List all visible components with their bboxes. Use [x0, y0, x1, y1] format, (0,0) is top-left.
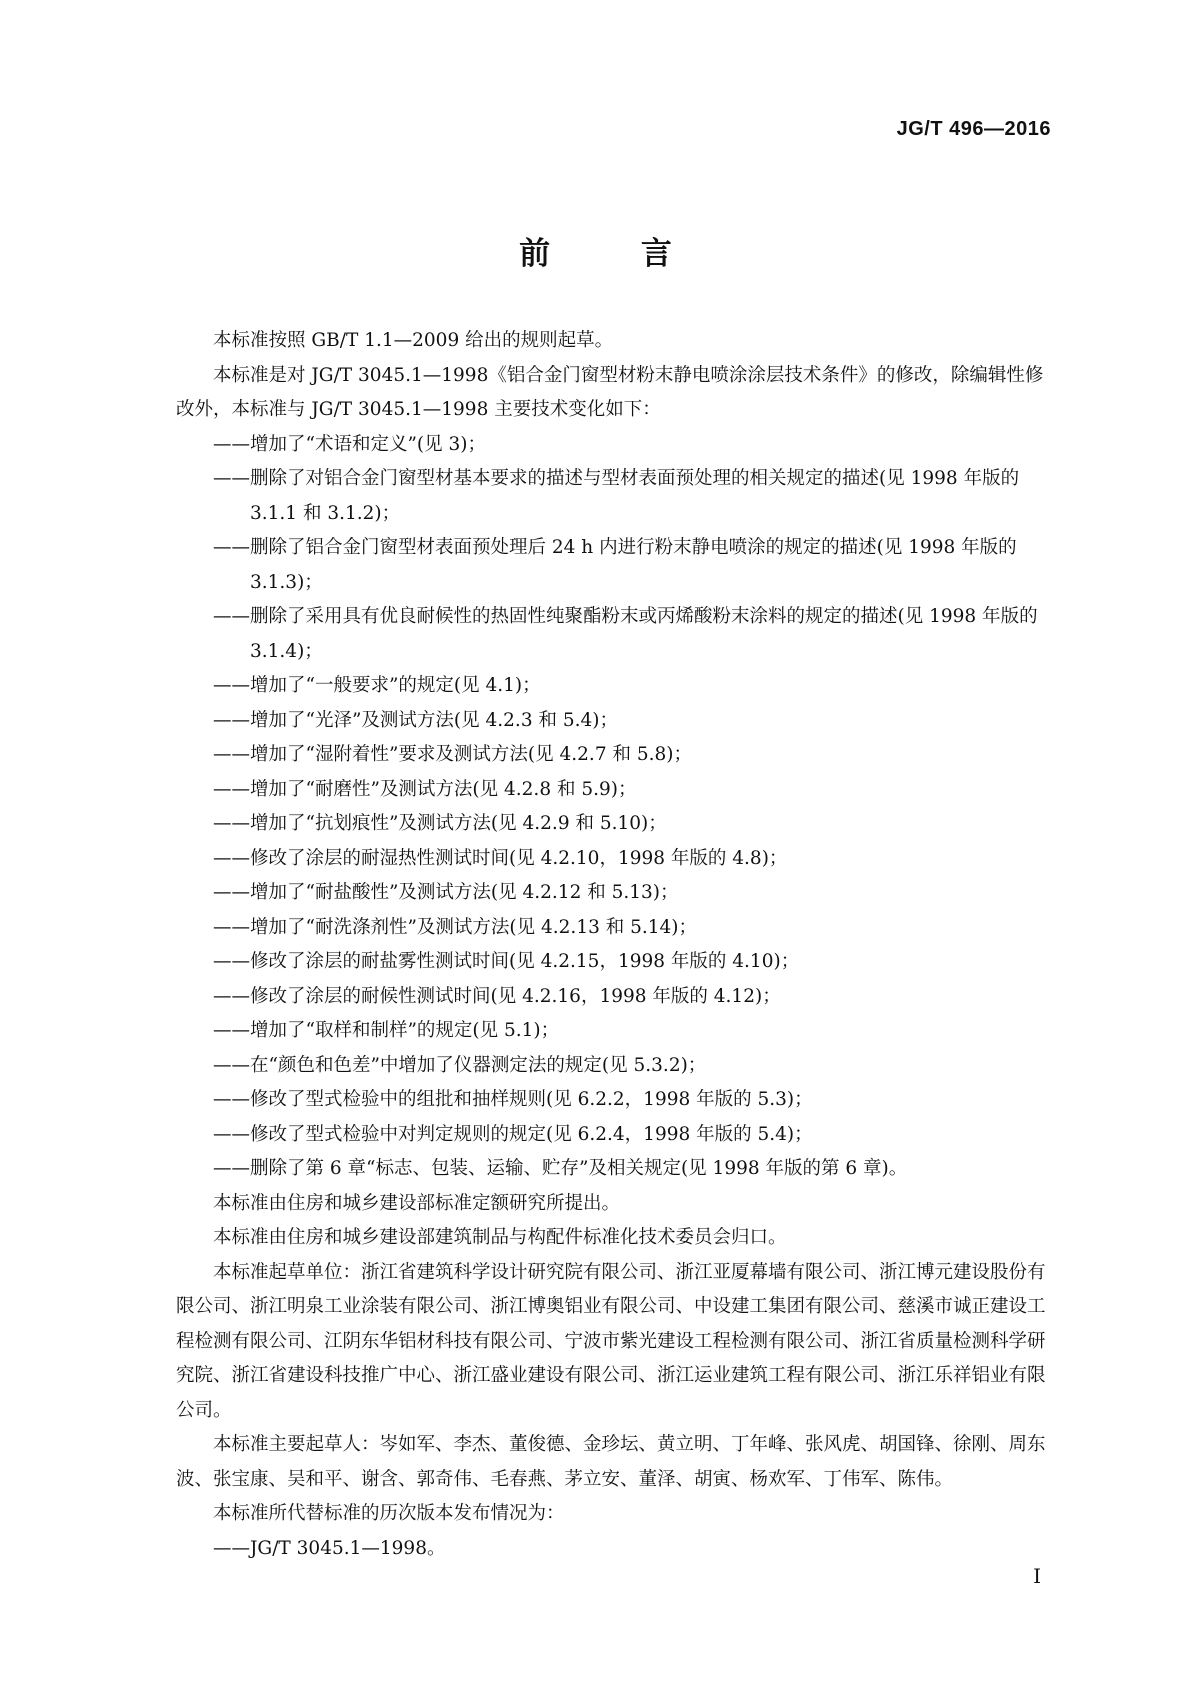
list-item: ——增加了“术语和定义”(见 3)； [213, 433, 487, 455]
list-item: ——修改了型式检验中的组批和抽样规则(见 6.2.2，1998 年版的 5.3)； [213, 1089, 813, 1110]
paragraph: 本标准按照 GB/T 1.1—2009 给出的规则起草。 [213, 330, 614, 351]
list-item: ——增加了“取样和制样”的规定(见 5.1)； [213, 1020, 560, 1041]
list-item: ——增加了“光泽”及测试方法(见 4.2.3 和 5.4)； [213, 709, 618, 731]
list-item: ——修改了型式检验中对判定规则的规定(见 6.2.4，1998 年版的 5.4)； [213, 1123, 813, 1145]
paragraph: 本标准起草单位：浙江省建筑科学设计研究院有限公司、浙江亚厦幕墙有限公司、浙江博元建设股份有限公司、浙江明泉工业涂装有限公司、浙江博奥铝业有限公司、中设建工集团有限公司、慈溪市诚正建设工程检测有限公司、江阴东华铝材科技有限公司、宁波市紫光建设工程检测有限公司、浙江省质量检测科学研究院、浙江省建设科技推广中心、浙江盛业建设有限公司、浙江运业建筑工程有限公司、浙江乐祥铝业有限公司。 [176, 1261, 1046, 1421]
paragraph: 本标准主要起草人：岑如军、李杰、董俊德、金珍坛、黄立明、丁年峰、张风虎、胡国锋、徐刚、周东波、张宝康、吴和平、谢含、郭奇伟、毛春燕、茅立安、董泽、胡寅、杨欢军、丁伟军、陈伟。 [176, 1434, 1046, 1490]
list-item: ——删除了采用具有优良耐候性的热固性纯聚酯粉末或丙烯酸粉末涂料的规定的描述(见 1998 年版的 3.1.4)； [213, 606, 1038, 662]
list-item: ——删除了第 6 章“标志、包装、运输、贮存”及相关规定(见 1998 年版的第 6 章)。 [213, 1158, 908, 1179]
paragraph: 本标准所代替标准的历次版本发布情况为： [213, 1503, 565, 1524]
list-item: ——增加了“一般要求”的规定(见 4.1)； [213, 675, 541, 696]
standard-number: JG/T 496—2016 [896, 118, 1051, 140]
paragraph: 本标准由住房和城乡建设部标准定额研究所提出。 [213, 1192, 621, 1214]
list-item: ——删除了铝合金门窗型材表面预处理后 24 h 内进行粉末静电喷涂的规定的描述(见 1998 年版的 3.1.3)； [213, 537, 1017, 593]
list-item: ——修改了涂层的耐盐雾性测试时间(见 4.2.15，1998 年版的 4.10)； [213, 951, 800, 972]
list-item: ——在“颜色和色差”中增加了仪器测定法的规定(见 5.3.2)； [213, 1054, 707, 1076]
list-item: ——修改了涂层的耐湿热性测试时间(见 4.2.10，1998 年版的 4.8)； [213, 847, 788, 869]
list-item: ——删除了对铝合金门窗型材基本要求的描述与型材表面预处理的相关规定的描述(见 1998 年版的 3.1.1 和 3.1.2)； [213, 468, 1020, 524]
page-title: 前 言 [519, 236, 712, 272]
list-item: ——增加了“耐盐酸性”及测试方法(见 4.2.12 和 5.13)； [213, 882, 679, 903]
list-item: ——修改了涂层的耐候性测试时间(见 4.2.16，1998 年版的 4.12)； [213, 985, 781, 1007]
paragraph: 本标准由住房和城乡建设部建筑制品与构配件标准化技术委员会归口。 [213, 1227, 787, 1248]
list-item: ——增加了“耐洗涤剂性”及测试方法(见 4.2.13 和 5.14)； [213, 916, 698, 938]
paragraph: 本标准是对 JG/T 3045.1—1998《铝合金门窗型材粉末静电喷涂涂层技术条件》的修改，除编辑性修改外，本标准与 JG/T 3045.1—1998 主要技术变化如下： [176, 364, 1044, 420]
list-item: ——增加了“耐磨性”及测试方法(见 4.2.8 和 5.9)； [213, 778, 637, 800]
list-item: ——JG/T 3045.1—1998。 [213, 1537, 446, 1559]
foreword-body [176, 324, 1056, 1566]
page-number: I [1033, 1564, 1041, 1588]
list-item: ——增加了“抗划痕性”及测试方法(见 4.2.9 和 5.10)； [213, 813, 667, 834]
list-item: ——增加了“湿附着性”要求及测试方法(见 4.2.7 和 5.8)； [213, 744, 692, 765]
